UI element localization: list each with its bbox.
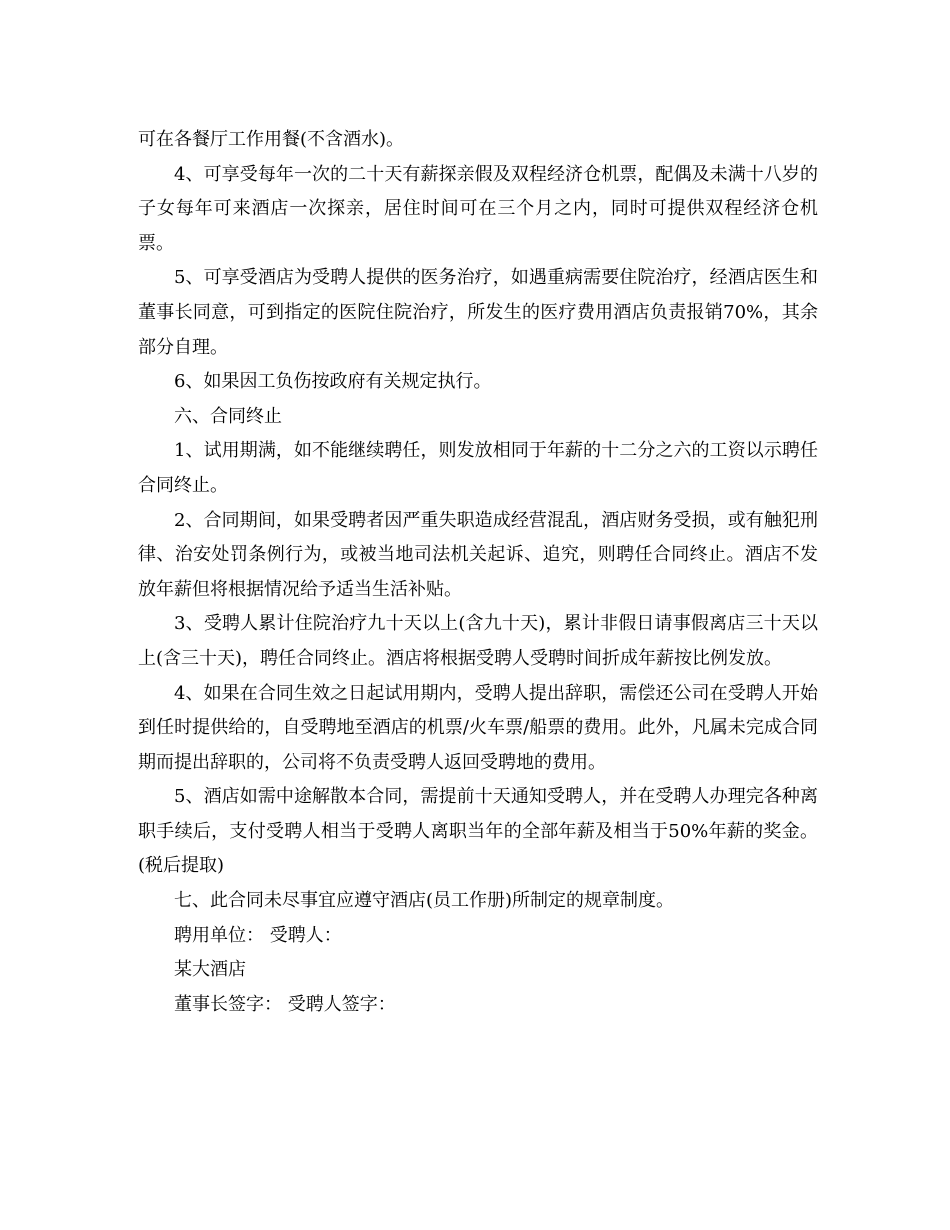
paragraph-probation-end: 1、试用期满，如不能继续聘任，则发放相同于年薪的十二分之六的工资以示聘任合同终止。 (138, 440, 818, 496)
paragraph-resignation: 4、如果在合同生效之日起试用期内，受聘人提出辞职，需偿还公司在受聘人开始到任时提供给的，自受聘地至酒店的机票/火车票/船票的费用。此外，凡属未完成合同期而提出辞职的，公司将不负责受聘人返回受聘地的费用。 (138, 682, 818, 773)
document-body (138, 123, 818, 1022)
paragraph-home-leave: 4、可享受每年一次的二十天有薪探亲假及双程经济仓机票，配偶及未满十八岁的子女每年可来酒店一次探亲，居住时间可在三个月之内，同时可提供双程经济仓机票。 (138, 163, 818, 254)
paragraph-work-injury: 6、如果因工负伤按政府有关规定执行。 (174, 371, 492, 393)
section-heading-termination: 六、合同终止 (174, 405, 282, 427)
section-heading-other-matters: 七、此合同未尽事宜应遵守酒店(员工作册)所制定的规章制度。 (174, 890, 675, 912)
paragraph-early-dissolution: 5、酒店如需中途解散本合同，需提前十天通知受聘人，并在受聘人办理完各种离职手续后，支付受聘人相当于受聘人离职当年的全部年薪及相当于50%年薪的奖金。(税后提取) (138, 786, 818, 877)
paragraph-meal-continuation: 可在各餐厅工作用餐(不含酒水)。 (138, 129, 405, 150)
employer-name: 某大酒店 (174, 959, 246, 981)
paragraph-misconduct: 2、合同期间，如果受聘者因严重失职造成经营混乱，酒店财务受损，或有触犯刑律、治安处罚条例行为，或被当地司法机关起诉、追究，则聘任合同终止。酒店不发放年薪但将根据情况给予适当生活补贴。 (138, 509, 818, 600)
signature-parties-line: 聘用单位： 受聘人： (174, 924, 342, 946)
paragraph-leave-limit: 3、受聘人累计住院治疗九十天以上(含九十天)，累计非假日请事假离店三十天以上(含三十天)，聘任合同终止。酒店将根据受聘人受聘时间折成年薪按比例发放。 (138, 613, 818, 669)
paragraph-medical-treatment: 5、可享受酒店为受聘人提供的医务治疗，如遇重病需要住院治疗，经酒店医生和董事长同意，可到指定的医院住院治疗，所发生的医疗费用酒店负责报销70%，其余部分自理。 (138, 267, 818, 358)
signature-line: 董事长签字： 受聘人签字： (174, 993, 396, 1015)
